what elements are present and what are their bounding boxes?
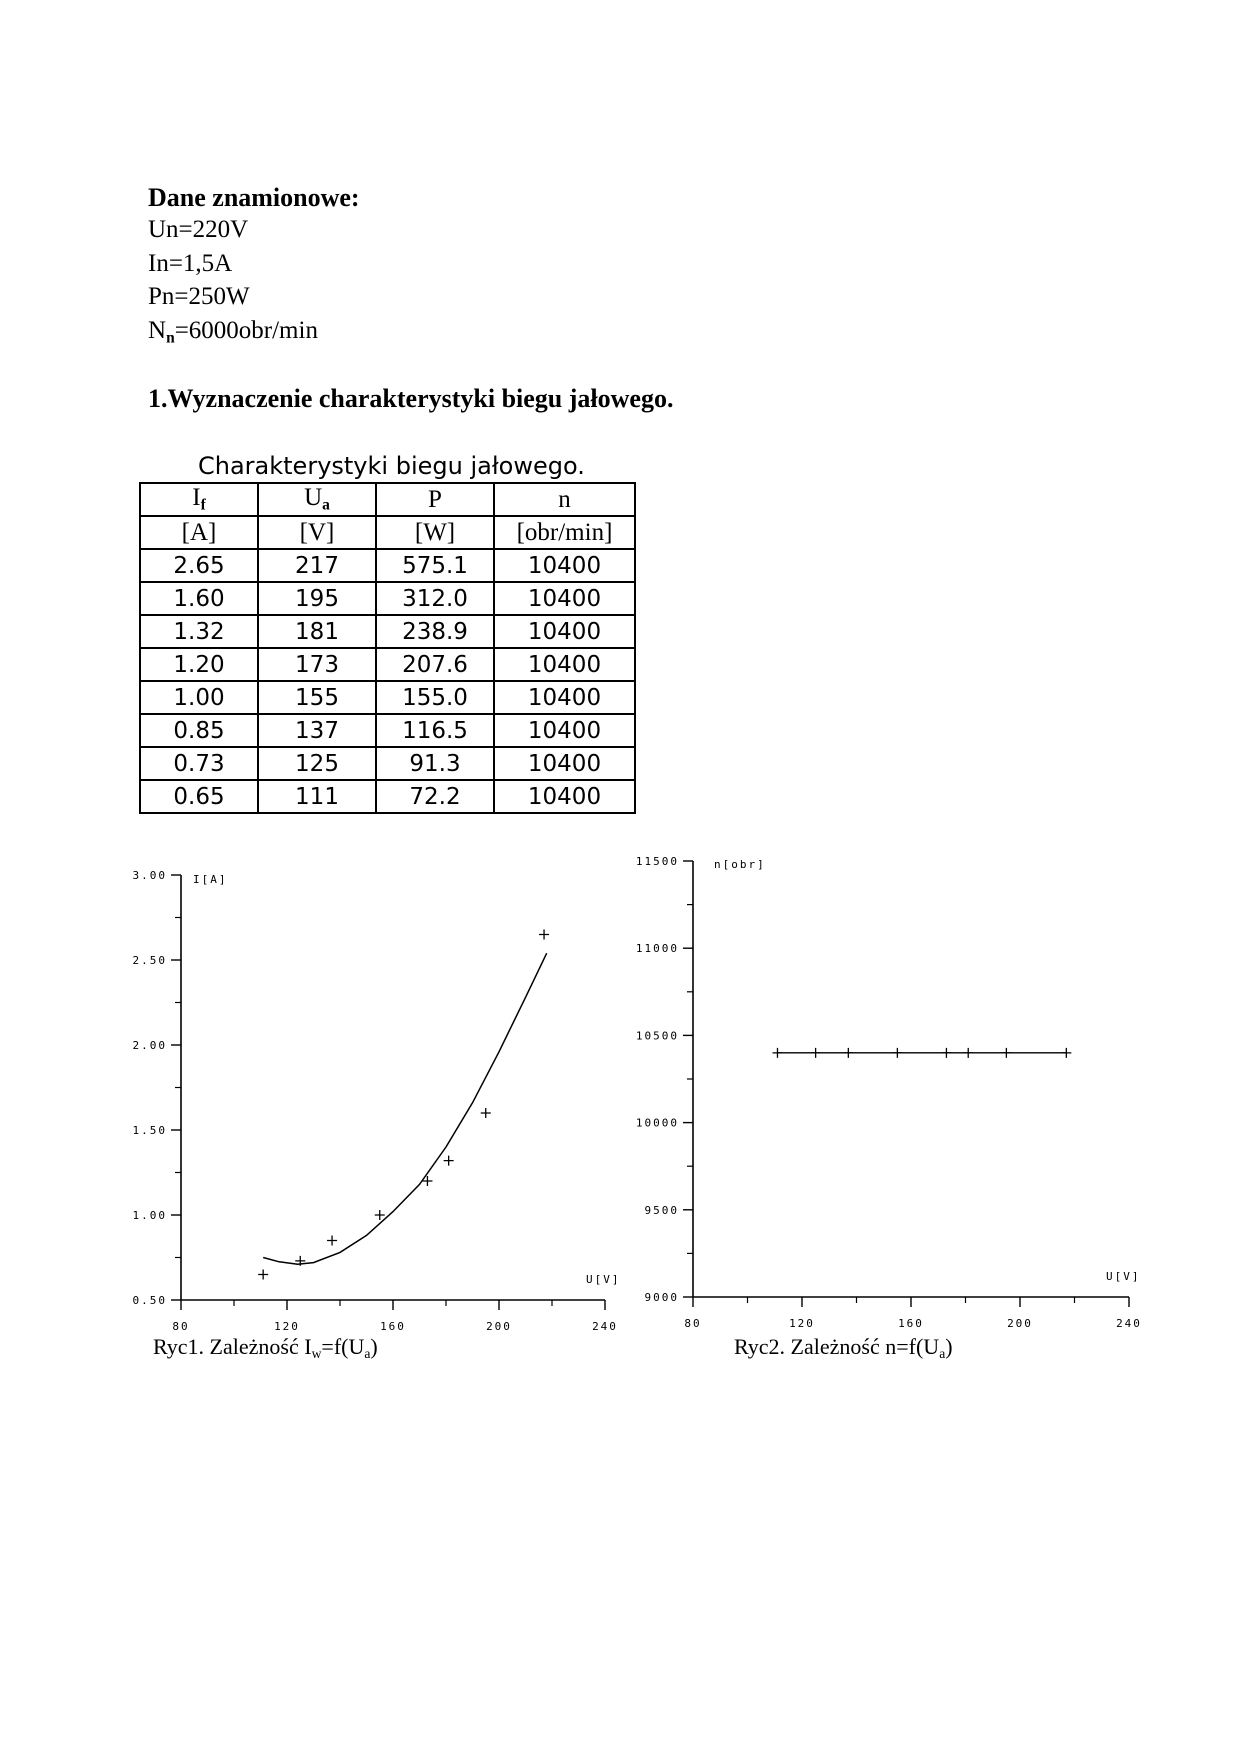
- y-axis-label: I[A]: [193, 873, 228, 886]
- header-subscript: a: [322, 496, 330, 514]
- table-cell: 10400: [494, 549, 635, 582]
- x-tick-label: 160: [380, 1320, 406, 1333]
- table-cell: 137: [258, 714, 376, 747]
- table-cell: 575.1: [376, 549, 494, 582]
- rated-voltage: Un=220V: [148, 216, 249, 243]
- header-symbol: P: [428, 485, 442, 513]
- header-cell: [258, 483, 376, 516]
- x-tick-label: 80: [684, 1317, 702, 1330]
- rated-speed-symbol: N: [148, 316, 167, 344]
- table-cell: 10400: [494, 780, 635, 813]
- y-tick-label: 1.00: [132, 1209, 167, 1222]
- trend-curve: [263, 953, 547, 1264]
- data-point-marker: [772, 1048, 782, 1058]
- rated-speed: [148, 314, 318, 355]
- table-row: [140, 714, 635, 747]
- x-axis-label: U[V]: [586, 1273, 621, 1286]
- chart-current-vs-voltage: [118, 850, 638, 1340]
- table-cell: 10400: [494, 681, 635, 714]
- data-point-marker: [892, 1048, 902, 1058]
- data-point-marker: [1061, 1048, 1071, 1058]
- y-tick-label: 2.50: [132, 954, 167, 967]
- table-cell: 116.5: [376, 714, 494, 747]
- y-tick-label: 2.00: [132, 1039, 167, 1052]
- table-body: [140, 483, 635, 813]
- table-row: [140, 549, 635, 582]
- header-subscript: f: [200, 496, 206, 514]
- rated-speed-value: =6000obr/min: [174, 316, 318, 344]
- x-axis-label: U[V]: [1106, 1270, 1141, 1283]
- table-cell: 1.60: [140, 582, 258, 615]
- x-tick-label: 80: [172, 1320, 190, 1333]
- y-tick-label: 10500: [635, 1029, 679, 1043]
- unit-cell: [obr/min]: [494, 516, 635, 549]
- table-row: [140, 582, 635, 615]
- table-cell: 207.6: [376, 648, 494, 681]
- table-cell: 1.32: [140, 615, 258, 648]
- table-cell: 173: [258, 648, 376, 681]
- table-cell: 238.9: [376, 615, 494, 648]
- table-cell: 72.2: [376, 780, 494, 813]
- header-cell: [494, 483, 635, 516]
- table-cell: 111: [258, 780, 376, 813]
- data-point-marker: [444, 1156, 454, 1166]
- rated-power: Pn=250W: [148, 283, 250, 310]
- header-symbol: U: [304, 484, 323, 512]
- figure1-caption: Ryc1. Zależność $I_w=f(U_a)$: [153, 1334, 378, 1361]
- x-tick-label: 240: [592, 1320, 618, 1333]
- data-point-marker: [941, 1048, 951, 1058]
- table-header-row: [140, 483, 635, 516]
- data-point-marker: [258, 1270, 268, 1280]
- header-cell: [376, 483, 494, 516]
- table-cell: 125: [258, 747, 376, 780]
- table-cell: 0.85: [140, 714, 258, 747]
- data-point-marker: [963, 1048, 973, 1058]
- section-heading: 1.Wyznaczenie charakterystyki biegu jałowego.: [148, 384, 674, 413]
- table-cell: 1.00: [140, 681, 258, 714]
- data-point-marker: [539, 930, 549, 940]
- rated-data-list: [148, 213, 318, 354]
- header-symbol: n: [558, 485, 571, 513]
- chart-speed-vs-voltage: [618, 840, 1142, 1340]
- table-cell: 181: [258, 615, 376, 648]
- header-cell: [140, 483, 258, 516]
- x-tick-label: 120: [274, 1320, 300, 1333]
- table-cell: 10400: [494, 747, 635, 780]
- table-cell: 10400: [494, 615, 635, 648]
- table-row: [140, 615, 635, 648]
- table-row: [140, 681, 635, 714]
- table-cell: 10400: [494, 648, 635, 681]
- x-tick-label: 200: [1007, 1317, 1033, 1330]
- x-tick-label: 240: [1116, 1317, 1142, 1330]
- table-cell: 1.20: [140, 648, 258, 681]
- y-axis-label: n[obr]: [714, 858, 766, 871]
- rated-speed-subscript: n: [166, 328, 175, 346]
- table-cell: 195: [258, 582, 376, 615]
- unit-cell: [W]: [376, 516, 494, 549]
- y-tick-label: 9000: [644, 1291, 679, 1304]
- unit-cell: [A]: [140, 516, 258, 549]
- data-point-marker: [843, 1048, 853, 1058]
- table-caption: Charakterystyki biegu jałowego.: [198, 452, 585, 480]
- table-unit-row: [140, 516, 635, 549]
- table-cell: 155.0: [376, 681, 494, 714]
- header-symbol: I: [192, 484, 201, 512]
- x-tick-label: 120: [789, 1317, 815, 1330]
- table-cell: 10400: [494, 714, 635, 747]
- table-cell: 217: [258, 549, 376, 582]
- table-cell: 10400: [494, 582, 635, 615]
- y-tick-label: 3.00: [132, 869, 167, 882]
- data-point-marker: [327, 1236, 337, 1246]
- figure2-caption: Ryc2. Zależność $n=f(U_a)$: [734, 1334, 953, 1361]
- y-tick-label: 11000: [635, 942, 679, 956]
- y-tick-label: 11500: [635, 855, 679, 868]
- rated-data-heading: Dane znamionowe:: [148, 183, 360, 212]
- table-row: [140, 648, 635, 681]
- rated-current: In=1,5A: [148, 249, 233, 277]
- table-cell: 0.73: [140, 747, 258, 780]
- x-tick-label: 200: [486, 1320, 512, 1333]
- unit-cell: [V]: [258, 516, 376, 549]
- data-point-marker: [375, 1210, 385, 1220]
- table-cell: 91.3: [376, 747, 494, 780]
- table-cell: 155: [258, 681, 376, 714]
- y-tick-label: 9500: [644, 1203, 679, 1217]
- table-row: [140, 780, 635, 813]
- table-cell: 312.0: [376, 582, 494, 615]
- y-tick-label: 0.50: [132, 1294, 167, 1307]
- y-tick-label: 10000: [635, 1116, 679, 1130]
- table-row: [140, 747, 635, 780]
- y-tick-label: 1.50: [132, 1124, 167, 1137]
- x-tick-label: 160: [898, 1317, 924, 1330]
- data-point-marker: [1001, 1048, 1011, 1058]
- table-cell: 2.65: [140, 549, 258, 582]
- no-load-table: [139, 482, 636, 814]
- data-point-marker: [481, 1108, 491, 1118]
- table-cell: 0.65: [140, 780, 258, 813]
- data-point-marker: [811, 1048, 821, 1058]
